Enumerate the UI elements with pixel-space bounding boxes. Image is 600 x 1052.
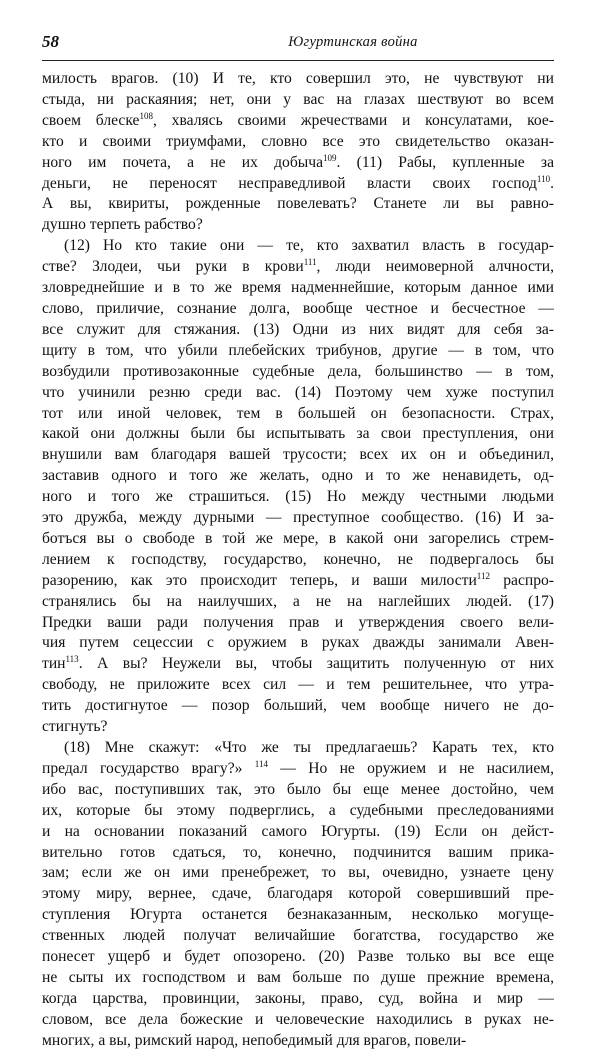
text-line: стыда, ни раскаяния; нет, они у вас на глазах шествуют во всем <box>42 90 554 108</box>
text-line <box>42 654 554 675</box>
text-line: душно терпеть рабство? <box>42 216 203 234</box>
text-line: понесет ущерб и будет опозорено. (20) Разве только вы все еще <box>42 948 554 966</box>
footnote-ref: 108 <box>139 110 153 121</box>
text-segment: разорению, как это происходит теперь, и ваши милости <box>42 571 477 589</box>
text-line <box>42 571 554 592</box>
text-line: внушили вам благодаря вашей трусости; всех их он и объединил, <box>42 446 554 464</box>
text-line: ного и того же страшиться. (15) Но между честными людьми <box>42 488 554 506</box>
paragraph <box>42 738 554 1052</box>
footnote-ref: 109 <box>323 152 337 163</box>
text-line: многих, а вы, римский народ, непобедимый для врагов, повели- <box>42 1031 467 1049</box>
paragraph <box>42 236 554 738</box>
text-line: свободу, не приложите всех сил — и тем решительнее, что утра- <box>42 676 554 694</box>
text-line: зам; если же он ими пренебрежет, то вы, очевидно, узнаете цену <box>42 864 554 882</box>
text-line <box>42 111 554 132</box>
text-line: щиту в том, что убили плебейских трибунов, другие — в том, что <box>42 341 554 359</box>
footnote-ref: 114 <box>254 758 268 769</box>
text-line <box>42 759 554 780</box>
footnote-ref: 113 <box>65 654 79 665</box>
text-line: лением к господству, государство, конечно, не подвергалось бы <box>42 550 554 568</box>
text-line <box>42 174 554 195</box>
text-line: возбудили противозаконные судебные дела, большинство — в том, <box>42 362 554 380</box>
text-segment: предал государство врагу?» <box>42 759 255 777</box>
text-line: (18) Мне скажут: «Что же ты предлагаешь? Карать тех, кто <box>64 739 554 756</box>
text-line: их, которые бы этому подверглись, а судебными преследованиями <box>42 801 554 819</box>
text-segment: своем блеске <box>42 111 140 129</box>
running-title: Югуртинская война <box>288 34 418 50</box>
text-line: чия путем сецессии с оружием в руках дважды занимали Авен- <box>42 634 554 652</box>
text-line: словом, все дела божеские и человеческие находились в руках не- <box>42 1010 554 1028</box>
text-segment: тин <box>42 655 66 673</box>
footnote-ref: 112 <box>476 570 490 581</box>
text-line: когда царства, провинции, законы, право, суд, война и мир — <box>42 989 554 1007</box>
text-segment: . <box>550 174 554 192</box>
footnote-ref: 111 <box>303 257 317 268</box>
text-line: и на основании показаний самого Югурты. (19) Если он дейст- <box>42 822 554 840</box>
text-segment: ного им почета, а не их добыча <box>42 153 324 171</box>
text-line: (12) Но кто такие они — те, кто захватил власть в государ- <box>64 237 554 255</box>
paragraph <box>42 69 554 236</box>
text-line: этому миру, вернее, сдаче, благодаря которой совершивший пре- <box>42 885 554 903</box>
text-segment: . А вы? Неужели вы, чтобы защитить полученную от них <box>78 655 554 673</box>
page-number: 58 <box>42 32 59 51</box>
text-segment: . (11) Рабы, купленные за <box>336 153 554 171</box>
text-line: заставив одного и того же желать, одно и то же ненавидеть, од- <box>42 467 554 485</box>
text-line: какой они должны были бы испытывать за свои преступления, они <box>42 425 554 443</box>
text-line: не сыты их господством и вам больше по душе прежние времена, <box>42 968 554 986</box>
text-segment: деньги, не переносят несправедливой власти своих господ <box>42 174 537 192</box>
text-line: это дружба, между дурными — преступное сообщество. (16) И за- <box>42 509 554 527</box>
text-line: кто и своими триумфами, словно все это свидетельство оказан- <box>42 132 554 150</box>
text-line: странялись бы на наилучших, а не на наглейших людей. (17) <box>42 592 554 610</box>
text-line: ступления Югурта останется безнаказанным, несколько могуще- <box>42 906 554 924</box>
text-line: А вы, квириты, рожденные повелевать? Станете ли вы равно- <box>42 195 554 213</box>
text-line: вительно готов сдаться, то, конечно, подчинится вашим прика- <box>42 843 554 861</box>
text-line <box>42 257 554 278</box>
text-line: стигнуть? <box>42 718 108 736</box>
text-line: Предки ваши ради получения прав и утверждения своего вели- <box>42 613 554 631</box>
text-line: что учинили резню среди вас. (14) Поэтому чем хуже поступил <box>42 383 554 401</box>
text-line: зловреднейшие и в то же время надменнейшие, которым данное ими <box>42 279 554 297</box>
text-line: ственных людей получат величайшие богатства, государство же <box>42 927 554 945</box>
text-line <box>42 153 554 174</box>
text-segment: , люди неимоверной алчности, <box>316 258 554 276</box>
text-line: тот или иной человек, тем в большей он безопасности. Страх, <box>42 404 554 422</box>
text-line: милость врагов. (10) И те, кто совершил это, не чувствуют ни <box>42 70 554 87</box>
footnote-ref: 110 <box>536 173 551 184</box>
body-text <box>42 69 554 1052</box>
text-line: тить достигнутое — позор больший, чем вообще ничего не до- <box>42 697 554 715</box>
text-segment: распро- <box>489 571 554 589</box>
text-line: ботъся вы о свободе в той же мере, в какой они загорелись стрем- <box>42 529 554 547</box>
page-header <box>42 30 554 61</box>
text-line: все служит для стяжания. (13) Одни из них видят для себя за- <box>42 320 554 338</box>
text-segment: , хвалясь своими жречествами и консулатами, кое- <box>152 111 554 129</box>
text-segment: стве? Злодеи, чьи руки в крови <box>42 258 304 276</box>
text-line: ибо вас, поступивших так, это было бы еще менее достойно, чем <box>42 780 554 798</box>
text-line: слово, приличие, сознание долга, вообще честное и бесчестное — <box>42 299 554 317</box>
text-segment: — Но не оружием и не насилием, <box>267 759 554 777</box>
